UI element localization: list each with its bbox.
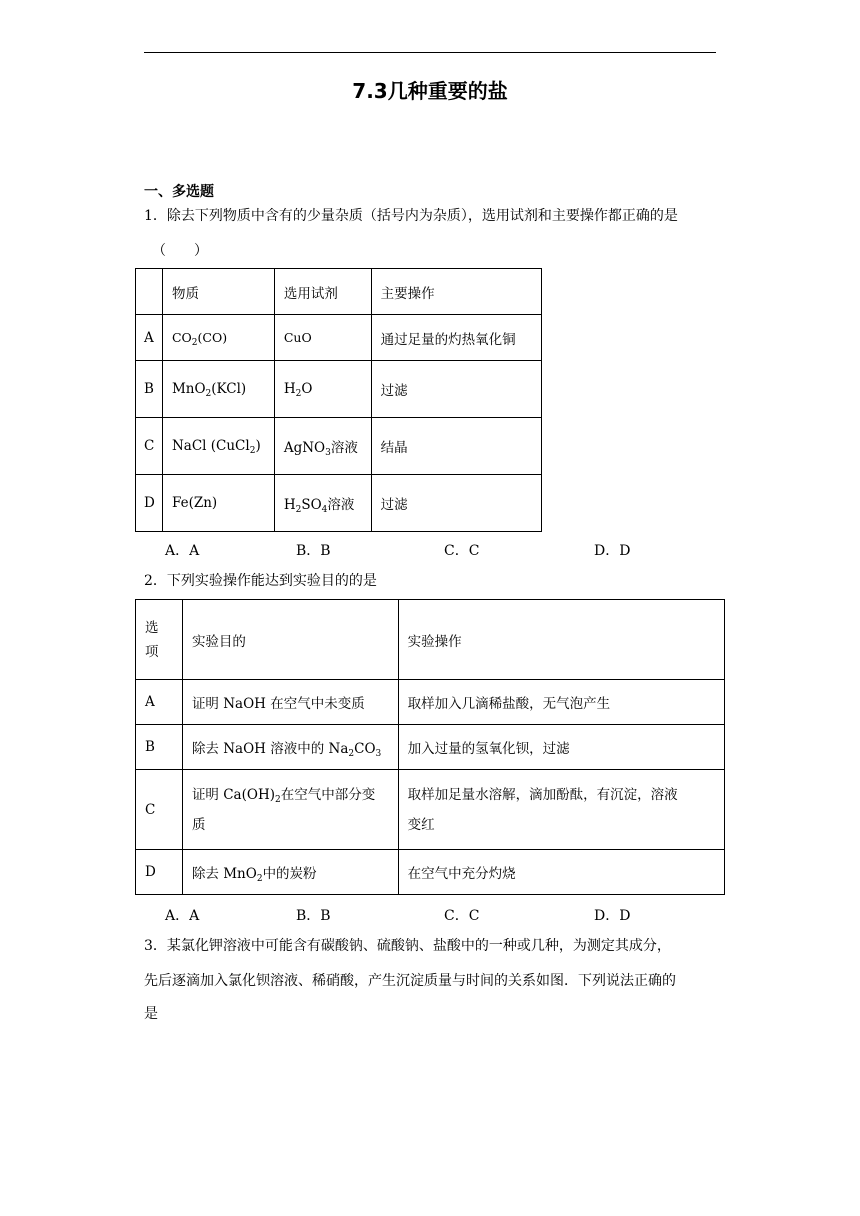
substance-cell: MnO$_2$(KCl)	[162, 361, 274, 418]
page-title: 7.3几种重要的盐	[352, 79, 508, 103]
operation-cell: 加入过量的氢氧化钡，过滤	[398, 725, 724, 770]
goal-cell: 除去 NaOH 溶液中的 $Na_2CO_3$	[182, 725, 398, 770]
reagent-cell: $H_2O$	[274, 361, 371, 418]
substance-cell: NaCl (CuCl$_2$)	[162, 418, 274, 475]
option-b[interactable]: B．B	[296, 543, 331, 559]
goal-cell: 证明 $Ca(OH)_2$在空气中部分变 质	[182, 770, 398, 850]
goal-cell: 除去 MnO$_2$中的炭粉	[182, 850, 398, 895]
operation-cell: 通过足量的灼热氧化铜	[371, 315, 541, 361]
question-2-table	[135, 599, 725, 895]
table-header-operation: 主要操作	[371, 269, 541, 315]
option-c[interactable]: C．C	[444, 908, 480, 924]
operation-cell: 过滤	[371, 475, 541, 532]
option-a[interactable]: A．A	[165, 543, 200, 559]
option-d[interactable]: D．D	[594, 908, 631, 924]
operation-cell: 取样加入几滴稀盐酸，无气泡产生	[398, 680, 724, 725]
table-header-goal: 实验目的	[182, 600, 398, 680]
operation-cell: 取样加足量水溶解，滴加酚酞，有沉淀，溶液 变红	[398, 770, 724, 850]
table-row	[136, 418, 542, 475]
row-label: A	[136, 315, 163, 361]
table-row	[136, 850, 725, 895]
operation-cell: 过滤	[371, 361, 541, 418]
table-row	[136, 475, 542, 532]
table-row	[136, 680, 725, 725]
substance-cell: $CO_2(CO)$	[162, 315, 274, 361]
question-3-line-1: 3．某氯化钾溶液中可能含有碳酸钠、硫酸钠、盐酸中的一种或几种，为测定其成分，	[144, 938, 671, 954]
reagent-cell: AgNO$_3$溶液	[274, 418, 371, 475]
row-label: C	[136, 770, 183, 850]
table-cell	[136, 269, 163, 315]
table-header-row	[136, 600, 725, 680]
table-header-row	[136, 269, 542, 315]
question-1-paren: （ ）	[152, 243, 208, 259]
question-1-options	[0, 540, 860, 560]
row-label: D	[136, 475, 163, 532]
question-1-stem: 1．除去下列物质中含有的少量杂质（括号内为杂质），选用试剂和主要操作都正确的是	[144, 208, 678, 224]
question-2-stem: 2．下列实验操作能达到实验目的的是	[144, 573, 377, 589]
reagent-cell: $H_2SO_4$溶液	[274, 475, 371, 532]
row-label: D	[136, 850, 183, 895]
section-heading: 一、多选题	[144, 184, 214, 200]
option-b[interactable]: B．B	[296, 908, 331, 924]
option-a[interactable]: A．A	[165, 908, 200, 924]
reagent-cell: CuO	[274, 315, 371, 361]
option-d[interactable]: D．D	[594, 543, 631, 559]
table-row	[136, 770, 725, 850]
goal-cell: 证明 NaOH 在空气中未变质	[182, 680, 398, 725]
question-3-line-2: 先后逐滴加入氯化钡溶液、稀硝酸，产生沉淀质量与时间的关系如图．下列说法正确的	[144, 973, 676, 989]
question-1-table	[135, 268, 542, 532]
row-label: C	[136, 418, 163, 475]
question-3-line-3: 是	[144, 1006, 158, 1022]
option-c[interactable]: C．C	[444, 543, 480, 559]
table-row	[136, 725, 725, 770]
row-label: A	[136, 680, 183, 725]
substance-cell: Fe(Zn)	[162, 475, 274, 532]
table-header-substance: 物质	[162, 269, 274, 315]
table-header-operation: 实验操作	[398, 600, 724, 680]
table-header-option: 选 项	[136, 600, 183, 680]
table-row	[136, 315, 542, 361]
row-label: B	[136, 361, 163, 418]
question-2-options	[0, 905, 860, 925]
table-row	[136, 361, 542, 418]
row-label: B	[136, 725, 183, 770]
table-header-reagent: 选用试剂	[274, 269, 371, 315]
operation-cell: 结晶	[371, 418, 541, 475]
operation-cell: 在空气中充分灼烧	[398, 850, 724, 895]
header-rule	[144, 52, 716, 53]
